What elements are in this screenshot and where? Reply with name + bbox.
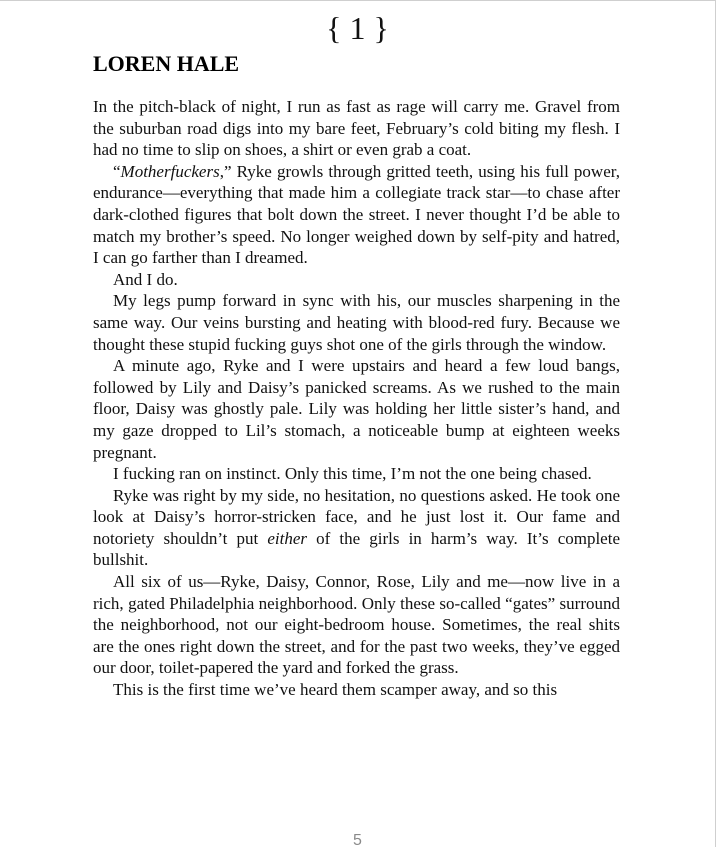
paragraph: A minute ago, Ryke and I were upstairs and heard a few loud bangs, followed by Lily and Daisy’s panicked screams. As we rushed to the main floor, Daisy was ghostly pale. Lily was holding her little sister’s hand, and my gaze dropped to Lil’s stomach, a noticeable bump at eighteen weeks pregnant. (93, 356, 620, 462)
paragraph: “Motherfuckers,” Ryke growls through gritted teeth, using his full power, endurance—everything that made him a collegiate track star—to chase after dark-clothed figures that bolt down the street. I never thought I’d be able to match my brother’s speed. No longer weighed down by self-pity and hatred, I can go farther than I dreamed. (93, 161, 620, 268)
emphasis: Motherfuckers (120, 161, 220, 181)
paragraph: And I do. (113, 269, 178, 289)
paragraph: All six of us—Ryke, Daisy, Connor, Rose, Lily and me—now live in a rich, gated Philadelphia neighborhood. Only these so-called “gates” surround the neighborhood, not our eight-bedroom house. Sometimes, the real shits are the ones right down the street, and for the past two weeks, they’ve egged our door, toilet-papered the yard and forked the grass. (93, 572, 620, 678)
chapter-title: LOREN HALE (93, 51, 240, 76)
chapter-body (93, 96, 620, 701)
paragraph: My legs pump forward in sync with his, our muscles sharpening in the same way. Our veins bursting and heating with blood-red fury. Because we thought these stupid fucking guys shot one of the girls through the window. (93, 291, 620, 354)
chapter-number: { 1 } (326, 10, 389, 46)
paragraph: I fucking ran on instinct. Only this time, I’m not the one being chased. (113, 464, 592, 484)
paragraph: Ryke was right by my side, no hesitation, no questions asked. He took one look at Daisy’s horror-stricken face, and he just lost it. Our fame and notoriety shouldn’t put either of the girls in harm’s way. It’s complete bullshit. (93, 485, 620, 570)
paragraph: In the pitch-black of night, I run as fast as rage will carry me. Gravel from the suburban road digs into my bare feet, February’s cold biting my flesh. I had no time to slip on shoes, a shirt or even grab a coat. (93, 97, 620, 160)
paragraph: This is the first time we’ve heard them scamper away, and so this (113, 680, 558, 700)
emphasis: either (267, 528, 307, 548)
page-number: 5 (353, 832, 362, 849)
